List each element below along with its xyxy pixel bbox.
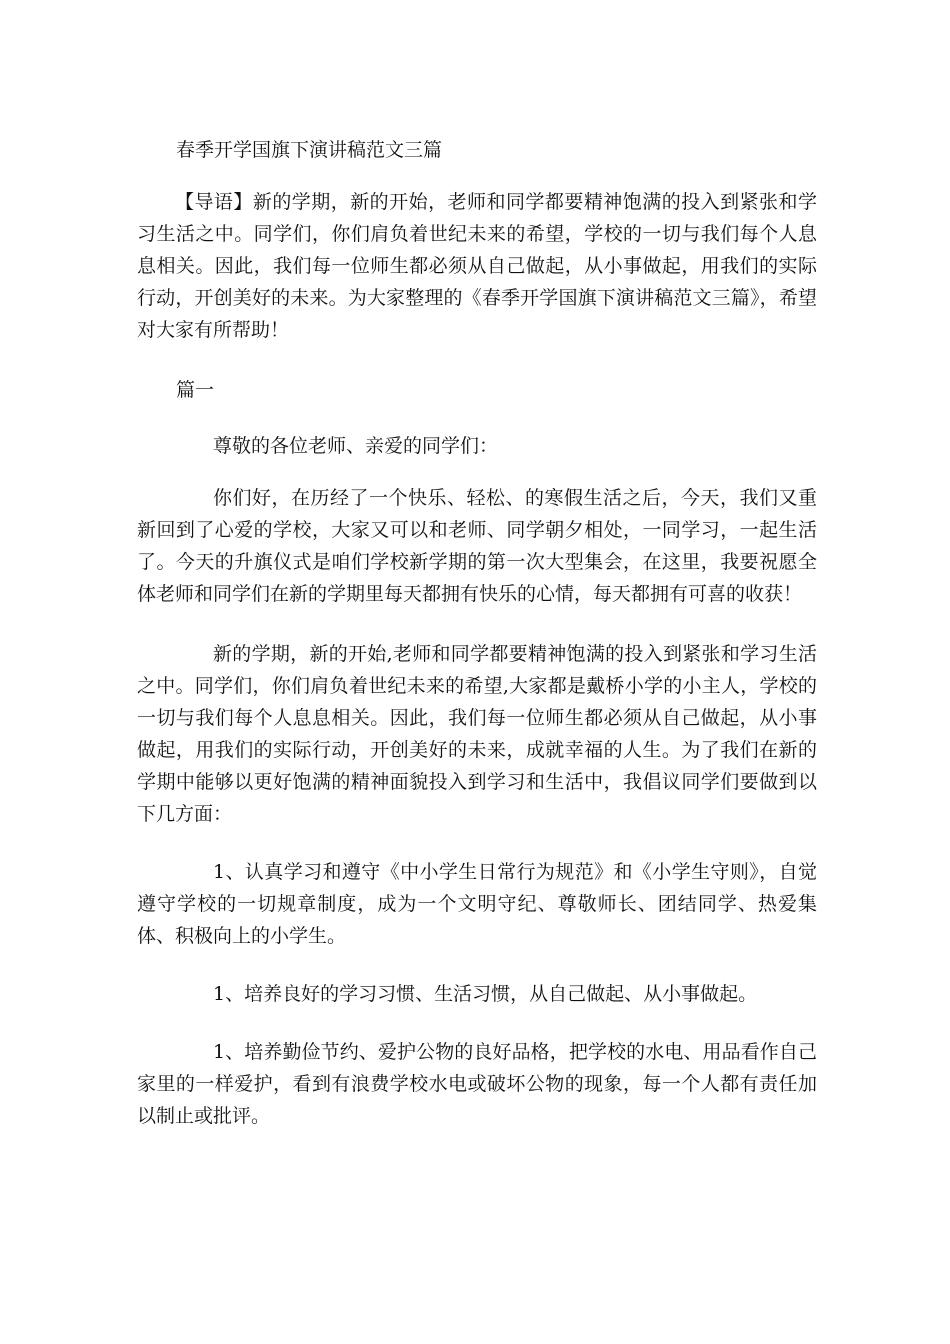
document-title: 春季开学国旗下演讲稿范文三篇 [176, 139, 443, 161]
list-item-paragraph: 1、培养良好的学习习惯、生活习惯，从自己做起、从小事做起。 [213, 983, 758, 1005]
list-item-paragraph: 1、培养勤俭节约、爱护公物的良好品格，把学校的水电、用品看作自己家里的一样爱护，看到有浪费学校水电或破坏公物的现象，每一个人都有责任加以制止或批评。 [137, 1041, 817, 1127]
section-heading: 篇一 [176, 379, 215, 401]
salutation: 尊敬的各位老师、亲爱的同学们： [213, 435, 499, 457]
body-paragraph: 你们好，在历经了一个快乐、轻松、的寒假生活之后，今天，我们又重新回到了心爱的学校，大家又可以和老师、同学朝夕相处，一同学习，一起生活了。今天的升旗仪式是咱们学校新学期的第一次大型集会，在这里，我要祝愿全体老师和同学们在新的学期里每天都拥有快乐的心情，每天都拥有可喜的收获！ [137, 487, 817, 605]
body-paragraph: 新的学期，新的开始,老师和同学都要精神饱满的投入到紧张和学习生活之中。同学们，你们肩负着世纪未来的希望,大家都是戴桥小学的小主人，学校的一切与我们每个人息息相关。因此，我们每一位师生都必须从自己做起，从小事做起，用我们的实际行动，开创美好的未来，成就幸福的人生。为了我们在新的学期中能够以更好饱满的精神面貌投入到学习和生活中，我倡议同学们要做到以下几方面： [137, 643, 817, 825]
intro-paragraph: 【导语】新的学期，新的开始，老师和同学都要精神饱满的投入到紧张和学习生活之中。同学们，你们肩负着世纪未来的希望，学校的一切与我们每个人息息相关。因此，我们每一位师生都必须从自己做起，从小事做起，用我们的实际行动，开创美好的未来。为大家整理的《春季开学国旗下演讲稿范文三篇》，希望对大家有所帮助！ [137, 191, 817, 341]
list-item-paragraph: 1、认真学习和遵守《中小学生日常行为规范》和《小学生守则》，自觉遵守学校的一切规章制度，成为一个文明守纪、尊敬师长、团结同学、热爱集体、积极向上的小学生。 [137, 861, 817, 947]
